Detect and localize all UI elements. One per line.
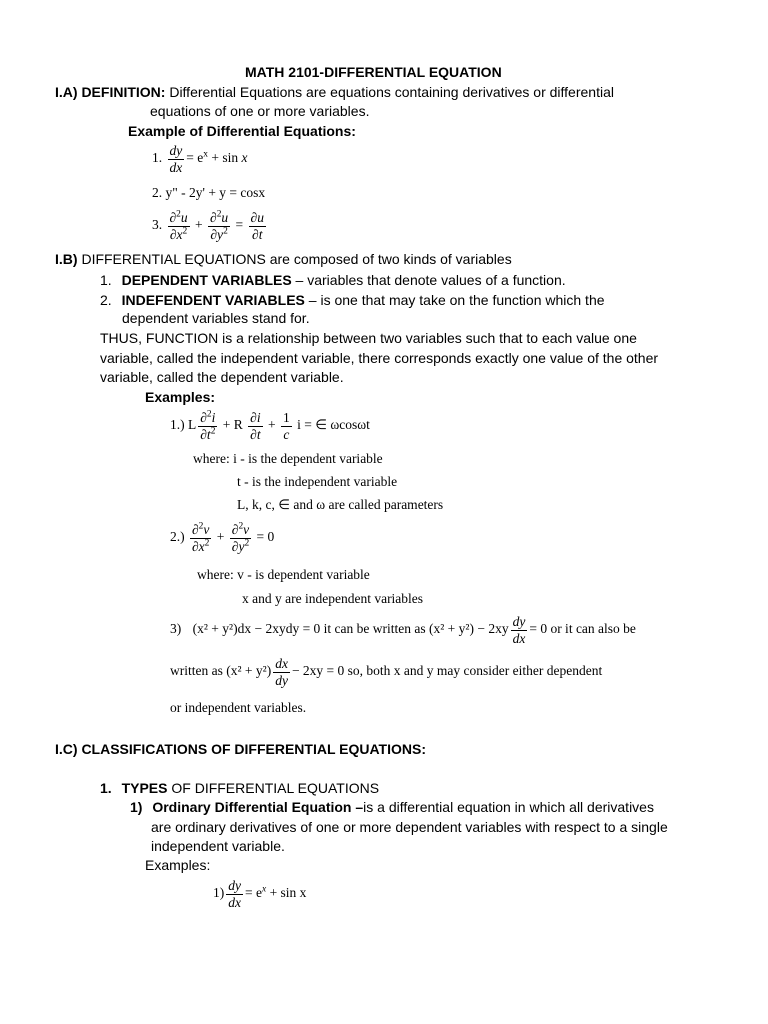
plus: + (216, 529, 225, 545)
ode-number: 1) (130, 799, 143, 815)
partial: ∂ (169, 210, 177, 225)
fraction-d2i-dt2: $\frac{\partial^2i}{\partial t^2}$ (200, 409, 216, 442)
variables-intro (55, 252, 512, 266)
types-line (100, 781, 379, 795)
equals: = (235, 217, 244, 233)
exp: 2 (176, 209, 181, 220)
ode-bold: Ordinary Differential Equation – (152, 799, 364, 815)
where-v-line-1: where: v - is dependent variable (197, 567, 370, 582)
ode-examples-heading: Examples: (145, 857, 211, 873)
example-3-line-2b: − 2xy = 0 so, both x and y may consider either dependent (291, 663, 603, 679)
variables-example-2 (170, 522, 274, 554)
item-number: 2. (100, 292, 112, 308)
ode-line-2: are ordinary derivatives of one or more dependent variables with respect to a single (151, 819, 668, 835)
thus-line-1: THUS, FUNCTION is a relationship between two variables such that to each value one (100, 330, 637, 346)
partial: ∂ (210, 210, 217, 225)
definition-line-1 (55, 85, 614, 99)
where-line-2: t - is the independent variable (237, 474, 398, 489)
ode-line-1 (130, 800, 654, 814)
thus-line-3: variable, called the dependent variable. (100, 369, 344, 385)
example-number: 3. (152, 217, 163, 233)
ode-line-3: independent variable. (151, 838, 285, 854)
var: u (180, 210, 188, 225)
ode-example-1 (213, 878, 306, 910)
fraction-d2u-dx2 (168, 210, 190, 242)
den: ∂x (169, 226, 183, 242)
definition-text-1: Differential Equations are equations containing derivatives or differential (169, 84, 614, 100)
fraction-d2u-dy2 (208, 210, 230, 242)
item-text: – is one that may take on the function which the (304, 292, 605, 308)
types-text: OF DIFFERENTIAL EQUATIONS (167, 780, 380, 796)
example-3-line-2a: written as (x² + y²) (170, 663, 272, 679)
variables-example-1 (170, 410, 370, 442)
fraction-du-dt (249, 210, 266, 242)
fraction-1-c: $\frac{1}{c}$ (282, 410, 290, 442)
page-title: MATH 2101-DIFFERENTIAL EQUATION (245, 64, 502, 80)
variables-example-3 (170, 614, 636, 646)
example-label: 1) (213, 885, 225, 901)
types-bold: TYPES (121, 780, 168, 796)
definition-example-3 (152, 210, 268, 242)
rhs-sin: + sin x (266, 885, 307, 901)
where-v-line-2: x and y are independent variables (242, 591, 424, 606)
denominator: dx (169, 159, 183, 175)
fraction-d2v-dy2: $\frac{\partial^2v}{\partial y^2}$ (231, 521, 250, 554)
example-3-part-1: (x² + y²)dx − 2xydy = 0 it can be written as (x² + y²) − 2xy (192, 621, 509, 637)
where-line-3: L, k, c, ∈ and ω are called parameters (237, 497, 444, 512)
example-label: 2.) (170, 529, 185, 545)
plus: + (267, 417, 276, 433)
fraction-dy-dx (168, 143, 185, 175)
variables-heading: I.B) (55, 251, 78, 267)
rhs: = e (186, 150, 204, 166)
plus: + (195, 217, 203, 233)
variables-item-1 (100, 273, 566, 287)
variables-item-2 (100, 293, 605, 307)
fraction-dx-dy: $\frac{dx}{dy}$ (275, 656, 288, 688)
where-line-1: where: i - is the dependent variable (193, 451, 383, 466)
thus-line-2: variable, called the independent variable, there corresponds exactly one value of the other (100, 350, 659, 366)
example-label: 1.) L (170, 417, 197, 433)
numerator: dy (169, 143, 183, 158)
den: ∂y (210, 226, 224, 242)
fraction-dy-dx: $\frac{dy}{dx}$ (228, 878, 241, 910)
fraction-dy-dx: $\frac{dy}{dx}$ (512, 614, 526, 646)
var: u (221, 210, 229, 225)
variables-intro-text: DIFFERENTIAL EQUATIONS are composed of two kinds of variables (77, 251, 512, 267)
item-number: 1. (100, 272, 112, 288)
equation-tail: i = ∈ ωcosωt (297, 417, 370, 433)
variables-example-3-line-2 (170, 656, 602, 688)
examples-heading: Example of Differential Equations: (128, 123, 356, 139)
den: ∂t (252, 226, 263, 242)
example-label: 3) (170, 621, 182, 637)
definition-example-1 (152, 143, 247, 175)
fraction-di-dt: $\frac{\partial i}{\partial t}$ (250, 410, 261, 442)
definition-text-2: equations of one or more variables. (150, 103, 370, 119)
item-bold: INDEFENDENT VARIABLES (121, 292, 305, 308)
exponent: x (261, 884, 267, 895)
exponent: x (203, 149, 208, 160)
classification-heading: I.C) CLASSIFICATIONS OF DIFFERENTIAL EQUATIONS: (55, 741, 426, 757)
exp: 2 (216, 209, 222, 220)
variables-examples-heading: Examples: (145, 389, 216, 405)
ode-text: is a differential equation in which all derivatives (363, 799, 654, 815)
item-bold: DEPENDENT VARIABLES (121, 272, 292, 288)
rhs: = e (245, 885, 262, 901)
exp: 2 (223, 226, 228, 237)
rhs-var: x (241, 150, 248, 166)
definition-example-2: 2. y" - 2y' + y = cosx (152, 185, 266, 200)
fraction-d2v-dx2: $\frac{\partial^2v}{\partial x^2}$ (192, 521, 210, 554)
num: ∂u (250, 210, 264, 225)
variables-item-2-cont: dependent variables stand for. (122, 310, 310, 326)
types-number: 1. (100, 780, 112, 796)
equation-tail: = 0 (256, 529, 275, 545)
definition-heading: I.A) DEFINITION: (55, 84, 166, 100)
example-3-part-2: = 0 or it can also be (529, 621, 636, 637)
rhs-sin: + sin (207, 150, 242, 166)
example-number: 1. (152, 150, 163, 166)
variables-example-3-line-3: or independent variables. (170, 700, 307, 715)
exp: 2 (182, 226, 188, 237)
plus-r: + R (222, 417, 243, 433)
item-text: – variables that denote values of a function. (291, 272, 566, 288)
